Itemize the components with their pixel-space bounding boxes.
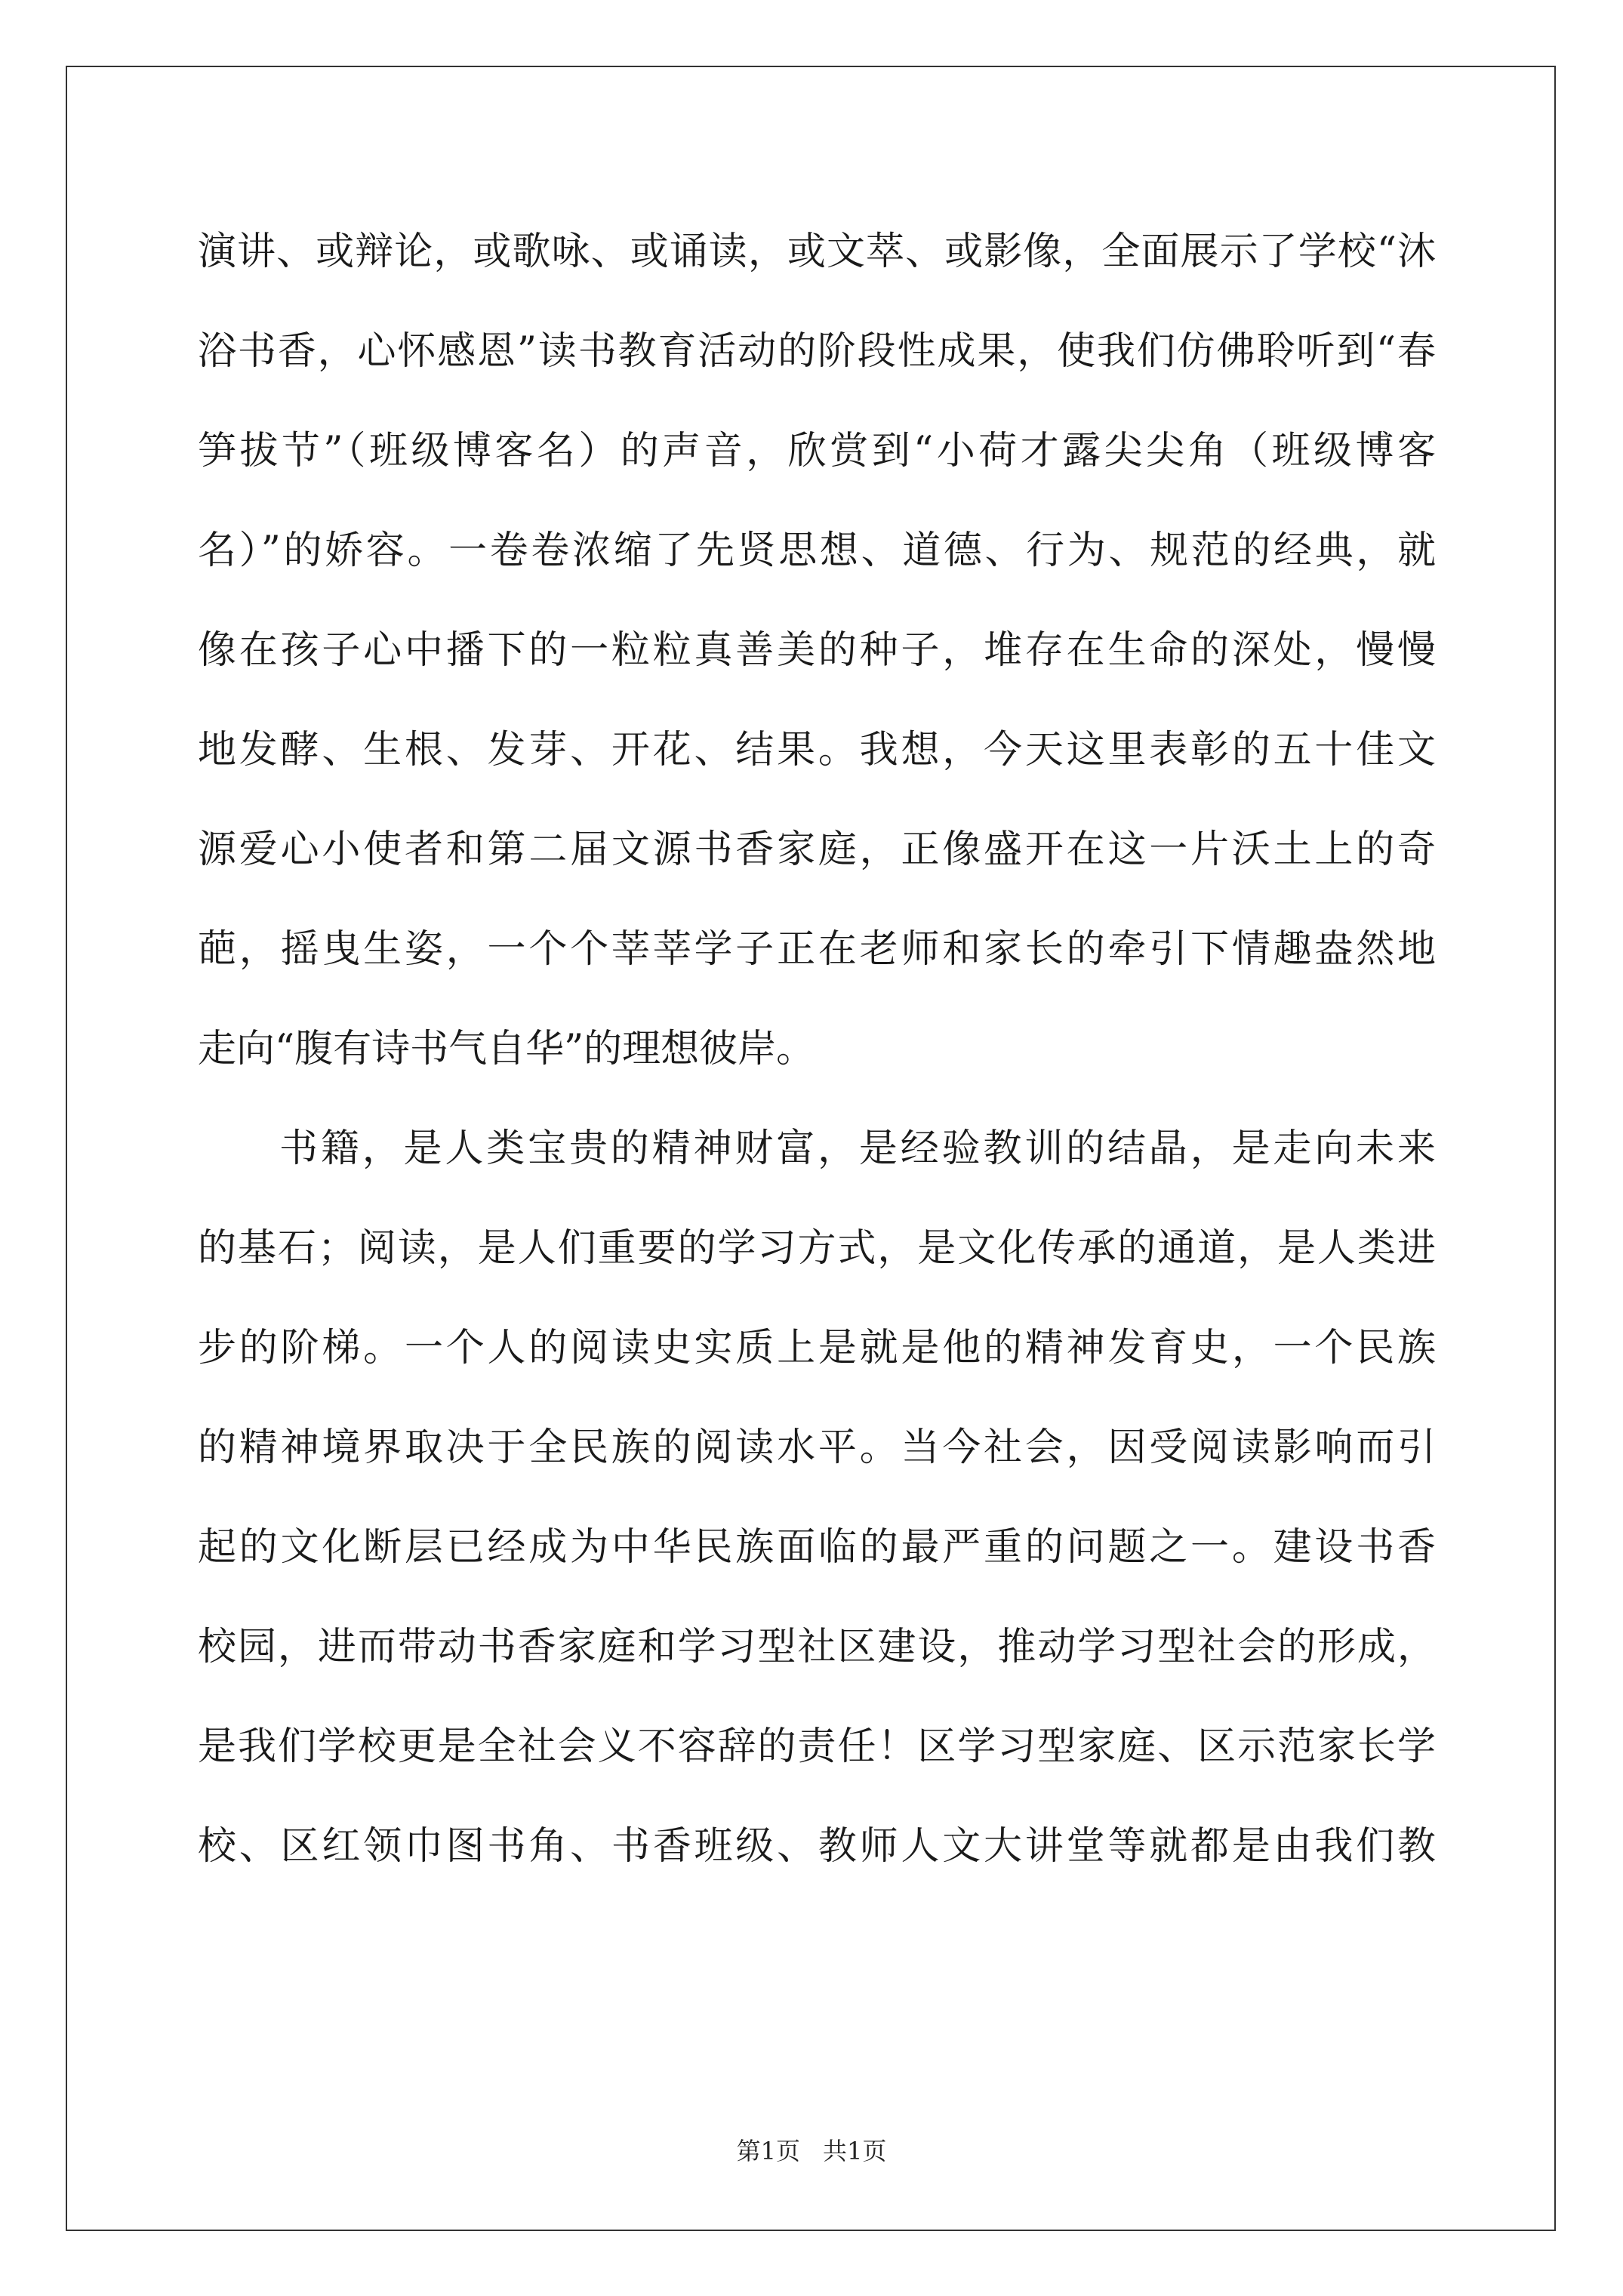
text-line: 是我们学校更是全社会义不容辞的责任！区学习型家庭、区示范家长学 [198, 1724, 1436, 1769]
text-line: 地发酵、生根、发芽、开花、结果。我想，今天这里表彰的五十佳文 [198, 728, 1436, 772]
text-line: 步的阶梯。一个人的阅读史实质上是就是他的精神发育史，一个民族 [198, 1326, 1436, 1370]
text-line: 的精神境界取决于全民族的阅读水平。当今社会，因受阅读影响而引 [198, 1425, 1436, 1470]
text-line: 笋拔节”（班级博客名）的声音，欣赏到“小荷才露尖尖角（班级博客 [198, 429, 1436, 473]
text-line: 起的文化断层已经成为中华民族面临的最严重的问题之一。建设书香 [198, 1525, 1436, 1570]
text-line: 源爱心小使者和第二届文源书香家庭，正像盛开在这一片沃土上的奇 [198, 827, 1436, 872]
text-line: 浴书香，心怀感恩”读书教育活动的阶段性成果，使我们仿佛聆听到“春 [198, 329, 1436, 374]
text-line: 走向“腹有诗书气自华”的理想彼岸。 [198, 1027, 815, 1071]
text-line: 演讲、或辩论，或歌咏、或诵读，或文萃、或影像，全面展示了学校“沐 [198, 230, 1436, 274]
document-body [198, 202, 1436, 1897]
text-line: 葩，摇曳生姿，一个个莘莘学子正在老师和家长的牵引下情趣盎然地 [198, 927, 1436, 972]
page-total: 共1页 [823, 2137, 887, 2165]
text-line: 校、区红领巾图书角、书香班级、教师人文大讲堂等就都是由我们教 [198, 1824, 1436, 1869]
page-footer [0, 2132, 1623, 2167]
page-number: 第1页 [736, 2137, 800, 2165]
text-line: 名）”的娇容。一卷卷浓缩了先贤思想、道德、行为、规范的经典，就 [198, 529, 1436, 573]
text-line: 的基石；阅读，是人们重要的学习方式，是文化传承的通道，是人类进 [198, 1226, 1436, 1271]
text-line: 像在孩子心中播下的一粒粒真善美的种子，堆存在生命的深处，慢慢 [198, 628, 1436, 673]
paragraph-start-line: 书籍，是人类宝贵的精神财富，是经验教训的结晶，是走向未来 [279, 1126, 1436, 1171]
text-line: 校园，进而带动书香家庭和学习型社区建设，推动学习型社会的形成， [198, 1625, 1436, 1669]
